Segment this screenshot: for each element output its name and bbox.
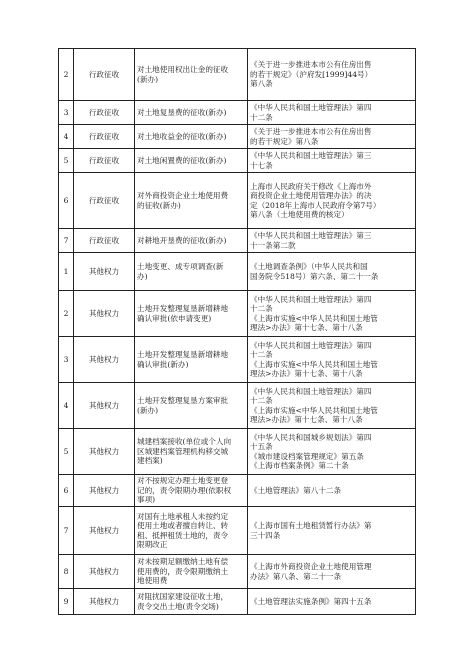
row-number-cell: 7 bbox=[59, 507, 74, 555]
legal-basis-cell bbox=[248, 291, 416, 337]
item-name-cell bbox=[135, 229, 248, 253]
item-line: 对土地收益金的征收(新办) bbox=[137, 131, 227, 141]
table-row bbox=[59, 291, 416, 337]
basis-line: 《中华人民共和国土地管理法》第三 bbox=[250, 151, 372, 161]
table-row bbox=[59, 149, 416, 173]
basis-line: 十二条 bbox=[250, 350, 273, 360]
legal-basis-cell bbox=[248, 125, 416, 149]
category-cell: 其他权力 bbox=[74, 253, 135, 291]
table-row bbox=[59, 229, 416, 253]
category-cell: 行政征收 bbox=[74, 49, 135, 101]
basis-line: 办法》第八条、第二十一条 bbox=[250, 571, 342, 581]
row-number-cell: 2 bbox=[59, 49, 74, 101]
basis-line: 的若干规定》第八条 bbox=[250, 136, 319, 146]
table-row bbox=[59, 589, 416, 615]
category-cell: 行政征收 bbox=[74, 229, 135, 253]
table-row bbox=[59, 101, 416, 125]
basis-line: 《城市建设档案管理规定》第五条 bbox=[250, 451, 364, 461]
category-cell: 其他权力 bbox=[74, 291, 135, 337]
basis-line: 《中华人民共和国土地管理法》第四 bbox=[250, 294, 372, 304]
item-name-cell bbox=[135, 507, 248, 555]
legal-basis-cell bbox=[248, 149, 416, 173]
basis-line: 《中华人民共和国土地管理法》第四 bbox=[250, 386, 372, 396]
row-number-cell: 4 bbox=[59, 383, 74, 429]
basis-line: 理法>办法》第十七条、第十八条 bbox=[250, 322, 363, 332]
table-row bbox=[59, 125, 416, 149]
item-line: 限期改正 bbox=[137, 539, 168, 549]
item-line: 的征收(新办) bbox=[137, 200, 181, 210]
item-line: 对土地复垦费的征收(新办) bbox=[137, 107, 227, 117]
table-row bbox=[59, 49, 416, 101]
item-line: 城建档案接收(单位或个人向 bbox=[137, 437, 232, 447]
legal-basis-cell bbox=[248, 475, 416, 507]
category-cell: 行政征收 bbox=[74, 173, 135, 229]
item-line: 对土地使用权出让金的征收 bbox=[137, 65, 229, 75]
basis-line: 《中华人民共和国土地管理法》第四 bbox=[250, 103, 372, 113]
category-cell: 行政征收 bbox=[74, 101, 135, 125]
item-line: 对土地闲置费的征收(新办) bbox=[137, 155, 227, 165]
row-number-cell: 5 bbox=[59, 429, 74, 475]
category-cell: 其他权力 bbox=[74, 337, 135, 383]
basis-line: 《土地管理法》第八十二条 bbox=[250, 485, 342, 495]
item-line: 使用费的，责令限期缴纳土 bbox=[137, 566, 229, 576]
legal-basis-cell bbox=[248, 589, 416, 615]
category-cell: 其他权力 bbox=[74, 589, 135, 615]
item-name-cell bbox=[135, 253, 248, 291]
basis-line: 国务院令518号）第六条、第二十一条 bbox=[250, 271, 379, 281]
basis-line: 《上海市实施<中华人民共和国土地管 bbox=[250, 359, 378, 369]
basis-line: 的若干规定》（沪府发[1999]44号） bbox=[250, 69, 373, 79]
item-line: 对阻扰国家建设征收土地， bbox=[137, 592, 229, 602]
item-line: (新办) bbox=[137, 405, 159, 415]
item-name-cell bbox=[135, 101, 248, 125]
item-line: 土地开发整理复垦新增耕地 bbox=[137, 350, 229, 360]
basis-line: 理法>办法》第十七条、第十八条 bbox=[250, 414, 363, 424]
item-name-cell bbox=[135, 589, 248, 615]
basis-line: 十七条 bbox=[250, 160, 273, 170]
basis-line: 十二条 bbox=[250, 396, 273, 406]
item-line: 土地开发整理复垦方案审批 bbox=[137, 396, 229, 406]
basis-line: 《上海市实施<中华人民共和国土地管 bbox=[250, 405, 378, 415]
basis-line: 《上海市档案条例》第二十条 bbox=[250, 460, 349, 470]
basis-line: 《关于进一步推进本市公有住房出售 bbox=[250, 127, 372, 137]
table-row bbox=[59, 555, 416, 589]
item-line: 对国有土地承租人未按约定 bbox=[137, 511, 229, 521]
item-line: (新办) bbox=[137, 74, 159, 84]
item-name-cell bbox=[135, 125, 248, 149]
basis-line: 十二条 bbox=[250, 304, 273, 314]
legal-basis-cell bbox=[248, 229, 416, 253]
basis-line: 三十四条 bbox=[250, 530, 281, 540]
category-cell: 其他权力 bbox=[74, 475, 135, 507]
item-name-cell bbox=[135, 49, 248, 101]
basis-line: 《土地调查条例》（中华人民共和国 bbox=[250, 262, 368, 272]
item-line: 建档案) bbox=[137, 456, 163, 466]
row-number-cell: 5 bbox=[59, 149, 74, 173]
table-row bbox=[59, 337, 416, 383]
power-list-table bbox=[58, 48, 416, 615]
category-cell: 其他权力 bbox=[74, 383, 135, 429]
row-number-cell: 1 bbox=[59, 253, 74, 291]
item-line: 对耕地开垦费的征收(新办) bbox=[137, 235, 227, 245]
item-line: 对未按期足额缴纳土地有偿 bbox=[137, 557, 229, 567]
basis-line: 《关于进一步推进本市公有住房出售 bbox=[250, 60, 372, 70]
item-line: 确认审批(依申请变更) bbox=[137, 313, 212, 323]
item-name-cell bbox=[135, 383, 248, 429]
item-line: 使用土地或者擅自转让、转 bbox=[137, 521, 229, 531]
legal-basis-cell bbox=[248, 429, 416, 475]
item-name-cell bbox=[135, 291, 248, 337]
row-number-cell: 7 bbox=[59, 229, 74, 253]
document-page bbox=[58, 48, 416, 615]
item-line: 办) bbox=[137, 271, 148, 281]
basis-line: 《中华人民共和国土地管理法》第四 bbox=[250, 340, 372, 350]
category-cell: 其他权力 bbox=[74, 555, 135, 589]
category-cell: 行政征收 bbox=[74, 149, 135, 173]
item-line: 对外商投资企业土地使用费 bbox=[137, 191, 229, 201]
category-cell: 其他权力 bbox=[74, 429, 135, 475]
item-line: 事项) bbox=[137, 495, 156, 505]
table-row bbox=[59, 475, 416, 507]
category-cell: 行政征收 bbox=[74, 125, 135, 149]
basis-line: 《中华人民共和国城乡规划法》第四 bbox=[250, 432, 372, 442]
item-name-cell bbox=[135, 429, 248, 475]
basis-line: 《上海市外商投资企业土地使用管理 bbox=[250, 562, 372, 572]
table-row bbox=[59, 253, 416, 291]
basis-line: 《上海市实施<中华人民共和国土地管 bbox=[250, 313, 378, 323]
item-line: 确认审批(新办) bbox=[137, 359, 189, 369]
basis-line: 理法>办法》第十七条、第十八条 bbox=[250, 368, 363, 378]
row-number-cell: 9 bbox=[59, 589, 74, 615]
table-row bbox=[59, 507, 416, 555]
legal-basis-cell bbox=[248, 337, 416, 383]
basis-line: 第八条 bbox=[250, 79, 273, 89]
item-line: 对不按规定办理土地变更登 bbox=[137, 476, 229, 486]
row-number-cell: 3 bbox=[59, 101, 74, 125]
legal-basis-cell bbox=[248, 173, 416, 229]
item-name-cell bbox=[135, 475, 248, 507]
legal-basis-cell bbox=[248, 253, 416, 291]
legal-basis-cell bbox=[248, 507, 416, 555]
row-number-cell: 6 bbox=[59, 475, 74, 507]
row-number-cell: 3 bbox=[59, 337, 74, 383]
basis-line: 《土地管理法实施条例》第四十五条 bbox=[250, 596, 372, 606]
item-name-cell bbox=[135, 555, 248, 589]
table-row bbox=[59, 383, 416, 429]
basis-line: 商投资企业土地使用管理办法》的决 bbox=[250, 191, 372, 201]
legal-basis-cell bbox=[248, 555, 416, 589]
item-name-cell bbox=[135, 337, 248, 383]
row-number-cell: 4 bbox=[59, 125, 74, 149]
table-row bbox=[59, 173, 416, 229]
basis-line: 《中华人民共和国土地管理法》第三 bbox=[250, 231, 372, 241]
row-number-cell: 2 bbox=[59, 291, 74, 337]
item-line: 责令交出土地(责令交场) bbox=[137, 601, 219, 611]
item-line: 地使用费 bbox=[137, 576, 168, 586]
basis-line: 十二条 bbox=[250, 112, 273, 122]
basis-line: 定（2018年上海市人民政府令第7号） bbox=[250, 200, 381, 210]
row-number-cell: 6 bbox=[59, 173, 74, 229]
item-line: 区城建档案管理机构移交城 bbox=[137, 446, 229, 456]
legal-basis-cell bbox=[248, 49, 416, 101]
basis-line: 《上海市国有土地租赁暂行办法》第 bbox=[250, 521, 372, 531]
item-name-cell bbox=[135, 149, 248, 173]
basis-line: 十五条 bbox=[250, 442, 273, 452]
item-name-cell bbox=[135, 173, 248, 229]
item-line: 土地开发整理复垦新增耕地 bbox=[137, 304, 229, 314]
legal-basis-cell bbox=[248, 383, 416, 429]
table-row bbox=[59, 429, 416, 475]
category-cell: 其他权力 bbox=[74, 507, 135, 555]
basis-line: 第八条（土地使用费的核定） bbox=[250, 209, 349, 219]
item-line: 记的，责令限期办理(依职权 bbox=[137, 485, 232, 495]
item-line: 土地变更、成专项调查(新 bbox=[137, 262, 224, 272]
row-number-cell: 8 bbox=[59, 555, 74, 589]
legal-basis-cell bbox=[248, 101, 416, 125]
basis-line: 十一条第二款 bbox=[250, 240, 296, 250]
basis-line: 上海市人民政府关于修改《上海市外 bbox=[250, 181, 372, 191]
item-line: 租、抵押租赁土地的，责令 bbox=[137, 530, 229, 540]
